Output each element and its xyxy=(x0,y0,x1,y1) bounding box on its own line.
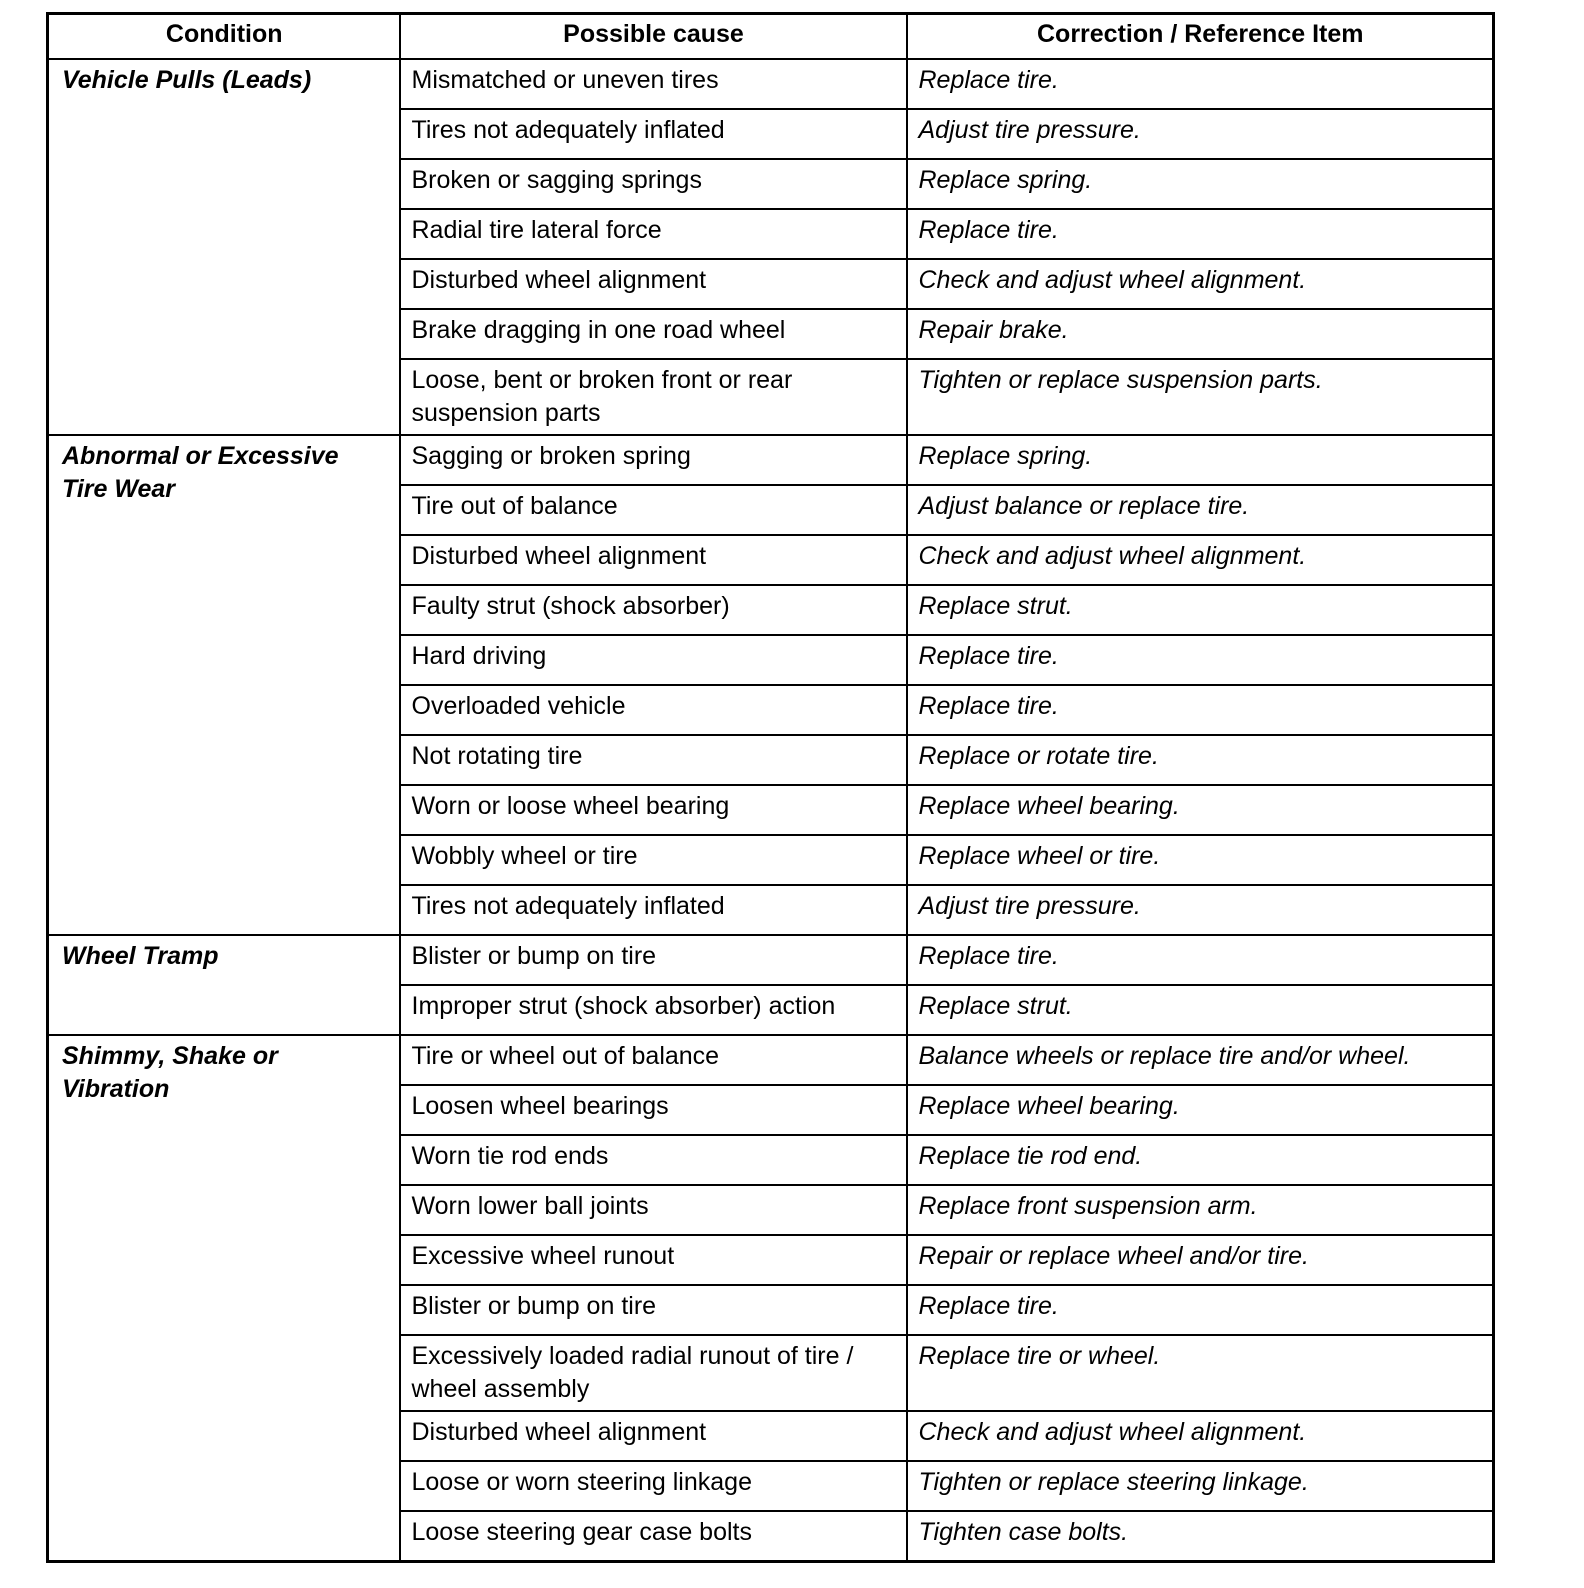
header-correction: Correction / Reference Item xyxy=(907,14,1494,60)
possible-cause-cell: Not rotating tire xyxy=(400,735,907,785)
table-header xyxy=(48,14,1494,60)
correction-cell: Replace tire or wheel. xyxy=(907,1335,1494,1411)
possible-cause-cell: Wobbly wheel or tire xyxy=(400,835,907,885)
correction-cell: Replace strut. xyxy=(907,985,1494,1035)
possible-cause-cell: Disturbed wheel alignment xyxy=(400,1411,907,1461)
correction-cell: Tighten or replace steering linkage. xyxy=(907,1461,1494,1511)
possible-cause-cell: Loose, bent or broken front or rear suspension parts xyxy=(400,359,907,435)
possible-cause-cell: Worn lower ball joints xyxy=(400,1185,907,1235)
correction-cell: Adjust tire pressure. xyxy=(907,885,1494,935)
possible-cause-cell: Disturbed wheel alignment xyxy=(400,259,907,309)
correction-cell: Replace strut. xyxy=(907,585,1494,635)
possible-cause-cell: Loose steering gear case bolts xyxy=(400,1511,907,1562)
diagnosis-table xyxy=(46,12,1495,1563)
correction-cell: Replace tire. xyxy=(907,685,1494,735)
possible-cause-cell: Overloaded vehicle xyxy=(400,685,907,735)
condition-cell: Shimmy, Shake or Vibration xyxy=(48,1035,400,1562)
correction-cell: Adjust balance or replace tire. xyxy=(907,485,1494,535)
possible-cause-cell: Blister or bump on tire xyxy=(400,935,907,985)
possible-cause-cell: Excessively loaded radial runout of tire / wheel assembly xyxy=(400,1335,907,1411)
header-row xyxy=(48,14,1494,60)
possible-cause-cell: Tire or wheel out of balance xyxy=(400,1035,907,1085)
correction-cell: Replace front suspension arm. xyxy=(907,1185,1494,1235)
possible-cause-cell: Tires not adequately inflated xyxy=(400,885,907,935)
correction-cell: Tighten or replace suspension parts. xyxy=(907,359,1494,435)
correction-cell: Replace tire. xyxy=(907,935,1494,985)
possible-cause-cell: Tire out of balance xyxy=(400,485,907,535)
possible-cause-cell: Worn tie rod ends xyxy=(400,1135,907,1185)
correction-cell: Replace tire. xyxy=(907,209,1494,259)
header-condition: Condition xyxy=(48,14,400,60)
possible-cause-cell: Loose or worn steering linkage xyxy=(400,1461,907,1511)
correction-cell: Check and adjust wheel alignment. xyxy=(907,535,1494,585)
correction-cell: Replace tire. xyxy=(907,1285,1494,1335)
correction-cell: Replace spring. xyxy=(907,435,1494,485)
condition-cell: Abnormal or Excessive Tire Wear xyxy=(48,435,400,935)
possible-cause-cell: Radial tire lateral force xyxy=(400,209,907,259)
possible-cause-cell: Mismatched or uneven tires xyxy=(400,59,907,109)
correction-cell: Replace wheel bearing. xyxy=(907,1085,1494,1135)
correction-cell: Replace spring. xyxy=(907,159,1494,209)
correction-cell: Replace wheel bearing. xyxy=(907,785,1494,835)
correction-cell: Check and adjust wheel alignment. xyxy=(907,259,1494,309)
table-row xyxy=(48,935,1494,985)
possible-cause-cell: Loosen wheel bearings xyxy=(400,1085,907,1135)
correction-cell: Replace or rotate tire. xyxy=(907,735,1494,785)
correction-cell: Replace wheel or tire. xyxy=(907,835,1494,885)
possible-cause-cell: Disturbed wheel alignment xyxy=(400,535,907,585)
possible-cause-cell: Brake dragging in one road wheel xyxy=(400,309,907,359)
correction-cell: Replace tire. xyxy=(907,59,1494,109)
condition-cell: Vehicle Pulls (Leads) xyxy=(48,59,400,435)
possible-cause-cell: Worn or loose wheel bearing xyxy=(400,785,907,835)
header-possible-cause: Possible cause xyxy=(400,14,907,60)
correction-cell: Adjust tire pressure. xyxy=(907,109,1494,159)
possible-cause-cell: Hard driving xyxy=(400,635,907,685)
table-row xyxy=(48,435,1494,485)
possible-cause-cell: Excessive wheel runout xyxy=(400,1235,907,1285)
correction-cell: Replace tie rod end. xyxy=(907,1135,1494,1185)
possible-cause-cell: Tires not adequately inflated xyxy=(400,109,907,159)
condition-cell: Wheel Tramp xyxy=(48,935,400,1035)
correction-cell: Tighten case bolts. xyxy=(907,1511,1494,1562)
possible-cause-cell: Improper strut (shock absorber) action xyxy=(400,985,907,1035)
correction-cell: Repair brake. xyxy=(907,309,1494,359)
correction-cell: Check and adjust wheel alignment. xyxy=(907,1411,1494,1461)
possible-cause-cell: Broken or sagging springs xyxy=(400,159,907,209)
correction-cell: Repair or replace wheel and/or tire. xyxy=(907,1235,1494,1285)
correction-cell: Balance wheels or replace tire and/or wheel. xyxy=(907,1035,1494,1085)
possible-cause-cell: Blister or bump on tire xyxy=(400,1285,907,1335)
correction-cell: Replace tire. xyxy=(907,635,1494,685)
table-row xyxy=(48,1035,1494,1085)
possible-cause-cell: Sagging or broken spring xyxy=(400,435,907,485)
table-body xyxy=(48,59,1494,1562)
table-row xyxy=(48,59,1494,109)
possible-cause-cell: Faulty strut (shock absorber) xyxy=(400,585,907,635)
